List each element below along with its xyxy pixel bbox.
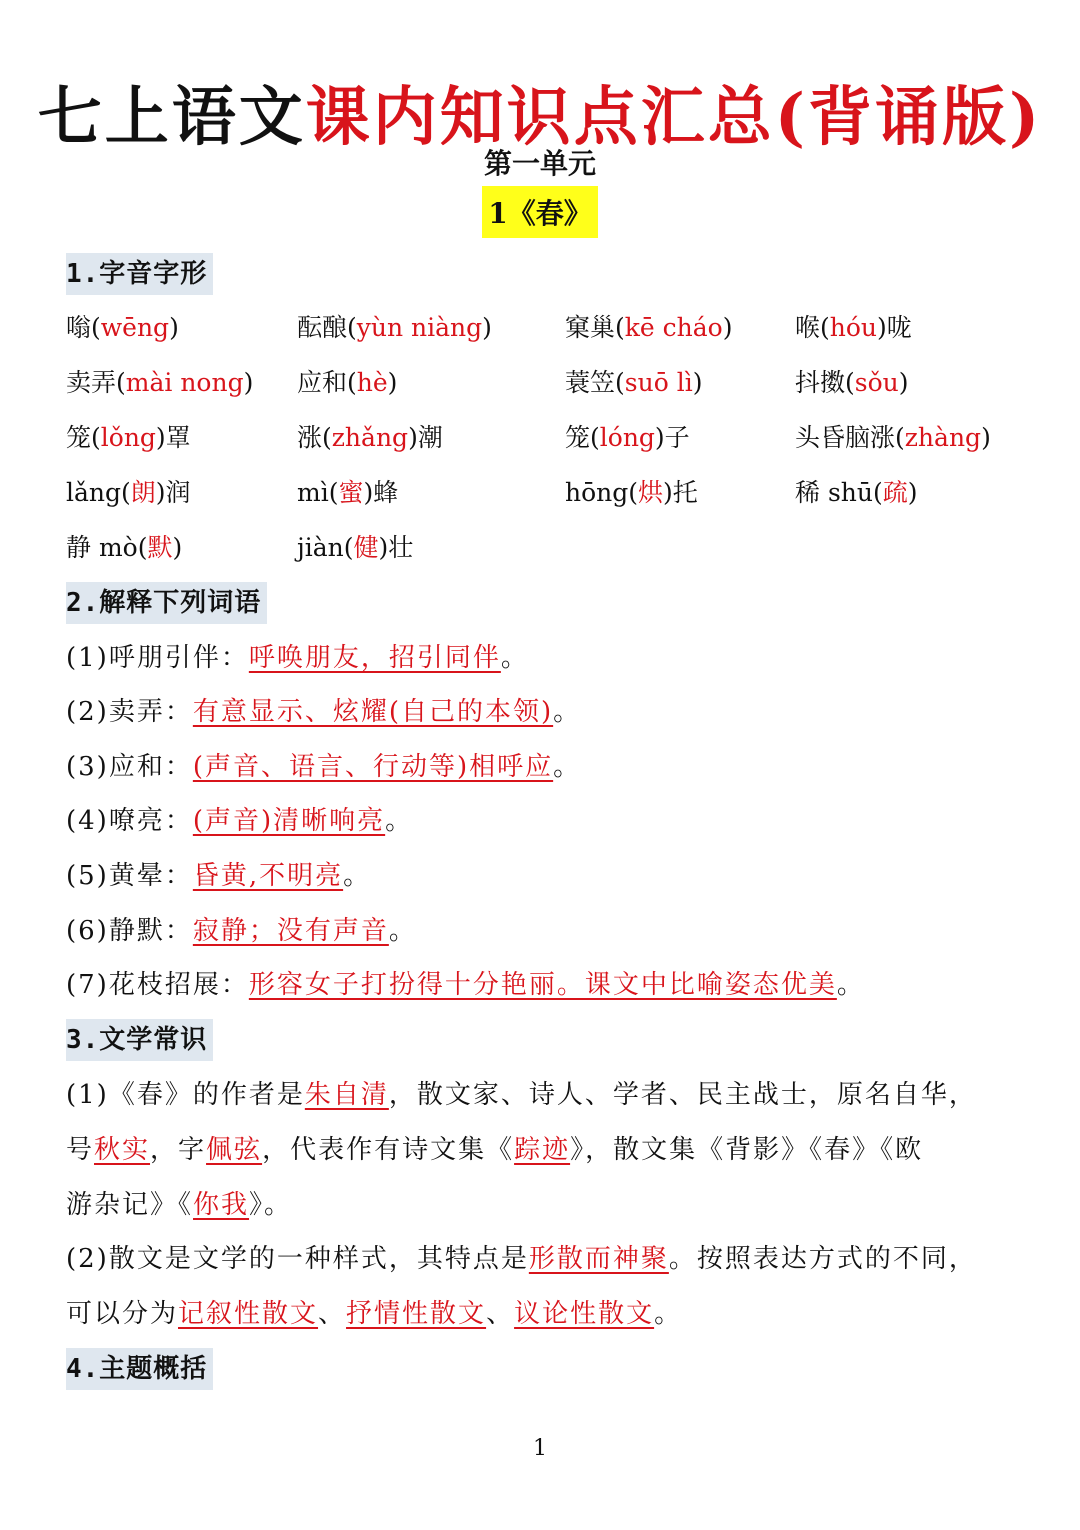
definition-item — [66, 856, 1026, 896]
definition-end: 。 — [553, 752, 582, 782]
item-text: 喉( — [795, 313, 830, 342]
pronunciation-item — [66, 418, 191, 458]
pronunciation-item — [66, 528, 182, 568]
literature-line-2 — [66, 1130, 1026, 1170]
page-title-red: 课内知识点汇总(背诵版) — [305, 80, 1043, 155]
lesson-title: 1《春》 — [482, 186, 598, 238]
pronunciation-row — [66, 308, 1026, 348]
answer-book: 你我 — [193, 1190, 250, 1220]
item-answer: hè — [356, 368, 388, 397]
item-answer: 默 — [147, 533, 173, 562]
text: 号 — [66, 1135, 95, 1165]
definition-term: (2)卖弄： — [66, 697, 193, 727]
section-heading-literature: 3.文学常识 — [66, 1019, 213, 1061]
definition-answer: 昏黄,不明亮 — [192, 861, 344, 891]
pronunciation-item — [297, 363, 397, 403]
section-heading-definitions: 2.解释下列词语 — [66, 582, 267, 624]
pronunciation-item — [795, 418, 991, 458]
definition-answer: 寂静；没有声音 — [192, 916, 389, 946]
item-text: ) — [898, 368, 909, 397]
item-answer: zhàng — [904, 423, 982, 452]
item-answer: mài nong — [125, 368, 244, 397]
answer-poetry: 踪迹 — [514, 1135, 571, 1165]
pronunciation-item — [565, 473, 698, 513]
pronunciation-item — [795, 363, 909, 403]
definition-end: 。 — [385, 806, 414, 836]
item-answer: 蜜 — [338, 478, 364, 507]
item-answer: yùn niàng — [356, 313, 483, 342]
answer-type-1: 记叙性散文 — [178, 1299, 319, 1329]
text: 。按照表达方式的不同， — [668, 1244, 977, 1274]
item-text: jiàn( — [297, 533, 354, 562]
item-answer: wēng — [100, 313, 170, 342]
definition-term: (6)静默： — [66, 916, 193, 946]
literature-line-4 — [66, 1239, 1026, 1279]
item-text: ) — [169, 313, 179, 342]
item-text: mì( — [297, 478, 339, 507]
item-text: ) — [387, 368, 398, 397]
definition-answer: (声音、语言、行动等)相呼应 — [192, 752, 554, 782]
definition-term: (7)花枝招展： — [66, 970, 249, 1000]
pronunciation-item — [795, 308, 912, 348]
item-text: 抖擞( — [795, 368, 855, 397]
item-text: )蜂 — [363, 478, 399, 507]
item-answer: 疏 — [882, 478, 908, 507]
text: 》。 — [249, 1190, 293, 1220]
item-answer: 烘 — [638, 478, 664, 507]
text: ，字 — [150, 1135, 207, 1165]
item-text: ) — [907, 478, 918, 507]
item-answer: zhǎng — [331, 423, 409, 452]
page-title-black: 七上语文 — [37, 80, 306, 155]
definition-item — [66, 965, 1026, 1005]
item-answer: lóng — [599, 423, 655, 452]
pronunciation-item — [66, 363, 253, 403]
page-number: 1 — [533, 1436, 547, 1461]
item-answer: lǒng — [100, 423, 156, 452]
text: 、 — [318, 1299, 347, 1329]
item-text: 酝酿( — [297, 313, 357, 342]
item-text: 涨( — [297, 423, 332, 452]
literature-line-1 — [66, 1075, 1026, 1115]
definition-item — [66, 692, 1026, 732]
item-text: 笼( — [66, 423, 101, 452]
text: ，散文家、诗人、学者、民主战士，原名自华， — [388, 1080, 977, 1110]
item-answer: 朗 — [130, 478, 156, 507]
definition-answer: (声音)清晰响亮 — [192, 806, 386, 836]
text: 、 — [486, 1299, 515, 1329]
pronunciation-item — [565, 363, 702, 403]
section-heading-pronunciation: 1.字音字形 — [66, 253, 213, 295]
definition-term: (1)呼朋引伴： — [66, 643, 249, 673]
definition-answer: 形容女子打扮得十分艳丽。课文中比喻姿态优美 — [248, 970, 837, 1000]
pronunciation-item — [565, 308, 732, 348]
pronunciation-item — [297, 308, 492, 348]
text: (2)散文是文学的一种样式，其特点是 — [66, 1244, 529, 1274]
definition-term: (4)嘹亮： — [66, 806, 193, 836]
answer-hao: 秋实 — [94, 1135, 151, 1165]
text: (1)《春》的作者是 — [66, 1080, 305, 1110]
answer-type-3: 议论性散文 — [514, 1299, 655, 1329]
item-answer: sǒu — [854, 368, 899, 397]
item-text: )潮 — [408, 423, 443, 452]
definition-item — [66, 747, 1026, 787]
text: ，代表作有诗文集《 — [262, 1135, 515, 1165]
item-text: )壮 — [378, 533, 414, 562]
pronunciation-item — [297, 528, 413, 568]
answer-type-2: 抒情性散文 — [346, 1299, 487, 1329]
definition-end: 。 — [388, 916, 417, 946]
pronunciation-row — [66, 418, 1026, 458]
item-text: )咙 — [877, 313, 912, 342]
answer-author: 朱自清 — [304, 1080, 389, 1110]
definition-answer: 呼唤朋友，招引同伴 — [248, 643, 501, 673]
item-text: ) — [172, 533, 183, 562]
item-text: 卖弄( — [66, 368, 126, 397]
item-answer: 健 — [353, 533, 379, 562]
item-text: lǎng( — [66, 478, 131, 507]
item-text: ) — [981, 423, 991, 452]
pronunciation-item — [66, 308, 179, 348]
item-text: ) — [243, 368, 254, 397]
section-heading-theme: 4.主题概括 — [66, 1348, 213, 1390]
text: 可以分为 — [66, 1299, 179, 1329]
item-text: )润 — [155, 478, 191, 507]
definition-term: (5)黄晕： — [66, 861, 193, 891]
pronunciation-item — [297, 473, 398, 513]
text: 游杂记》《 — [66, 1190, 194, 1220]
pronunciation-item — [66, 473, 191, 513]
item-text: 窠巢( — [565, 313, 625, 342]
pronunciation-row — [66, 528, 1026, 568]
item-text: 稀 shū( — [795, 478, 883, 507]
item-answer: hóu — [829, 313, 878, 342]
item-text: ) — [692, 368, 703, 397]
answer-zi: 佩弦 — [206, 1135, 263, 1165]
item-text: 嗡( — [66, 313, 101, 342]
item-answer: suō lì — [624, 368, 693, 397]
item-text: 应和( — [297, 368, 357, 397]
pronunciation-item — [795, 473, 918, 513]
item-text: hōng( — [565, 478, 639, 507]
text: 。 — [654, 1299, 683, 1329]
pronunciation-row — [66, 363, 1026, 403]
pronunciation-item — [297, 418, 443, 458]
item-text: )罩 — [155, 423, 191, 452]
definition-item — [66, 801, 1026, 841]
definition-end: 。 — [836, 970, 865, 1000]
definition-end: 。 — [500, 643, 529, 673]
definition-end: 。 — [553, 697, 582, 727]
pronunciation-row — [66, 473, 1026, 513]
definition-term: (3)应和： — [66, 752, 193, 782]
definition-answer: 有意显示、炫耀(自己的本领) — [192, 697, 554, 727]
definition-end: 。 — [343, 861, 372, 891]
text: 》，散文集《背影》《春》《欧 — [570, 1135, 924, 1165]
literature-line-5 — [66, 1294, 1026, 1334]
pronunciation-item — [565, 418, 690, 458]
definition-item — [66, 638, 1026, 678]
item-answer: kē cháo — [624, 313, 723, 342]
literature-line-3 — [66, 1185, 1026, 1225]
item-text: ) — [722, 313, 733, 342]
item-text: )子 — [654, 423, 690, 452]
item-text: ) — [482, 313, 492, 342]
unit-title: 第一单元 — [483, 147, 596, 180]
item-text: 蓑笠( — [565, 368, 625, 397]
item-text: 笼( — [565, 423, 600, 452]
item-text: 头昏脑涨( — [795, 423, 905, 452]
answer-feature: 形散而神聚 — [528, 1244, 669, 1274]
item-text: )托 — [663, 478, 698, 507]
definition-item — [66, 911, 1026, 951]
item-text: 静 mò( — [66, 533, 148, 562]
